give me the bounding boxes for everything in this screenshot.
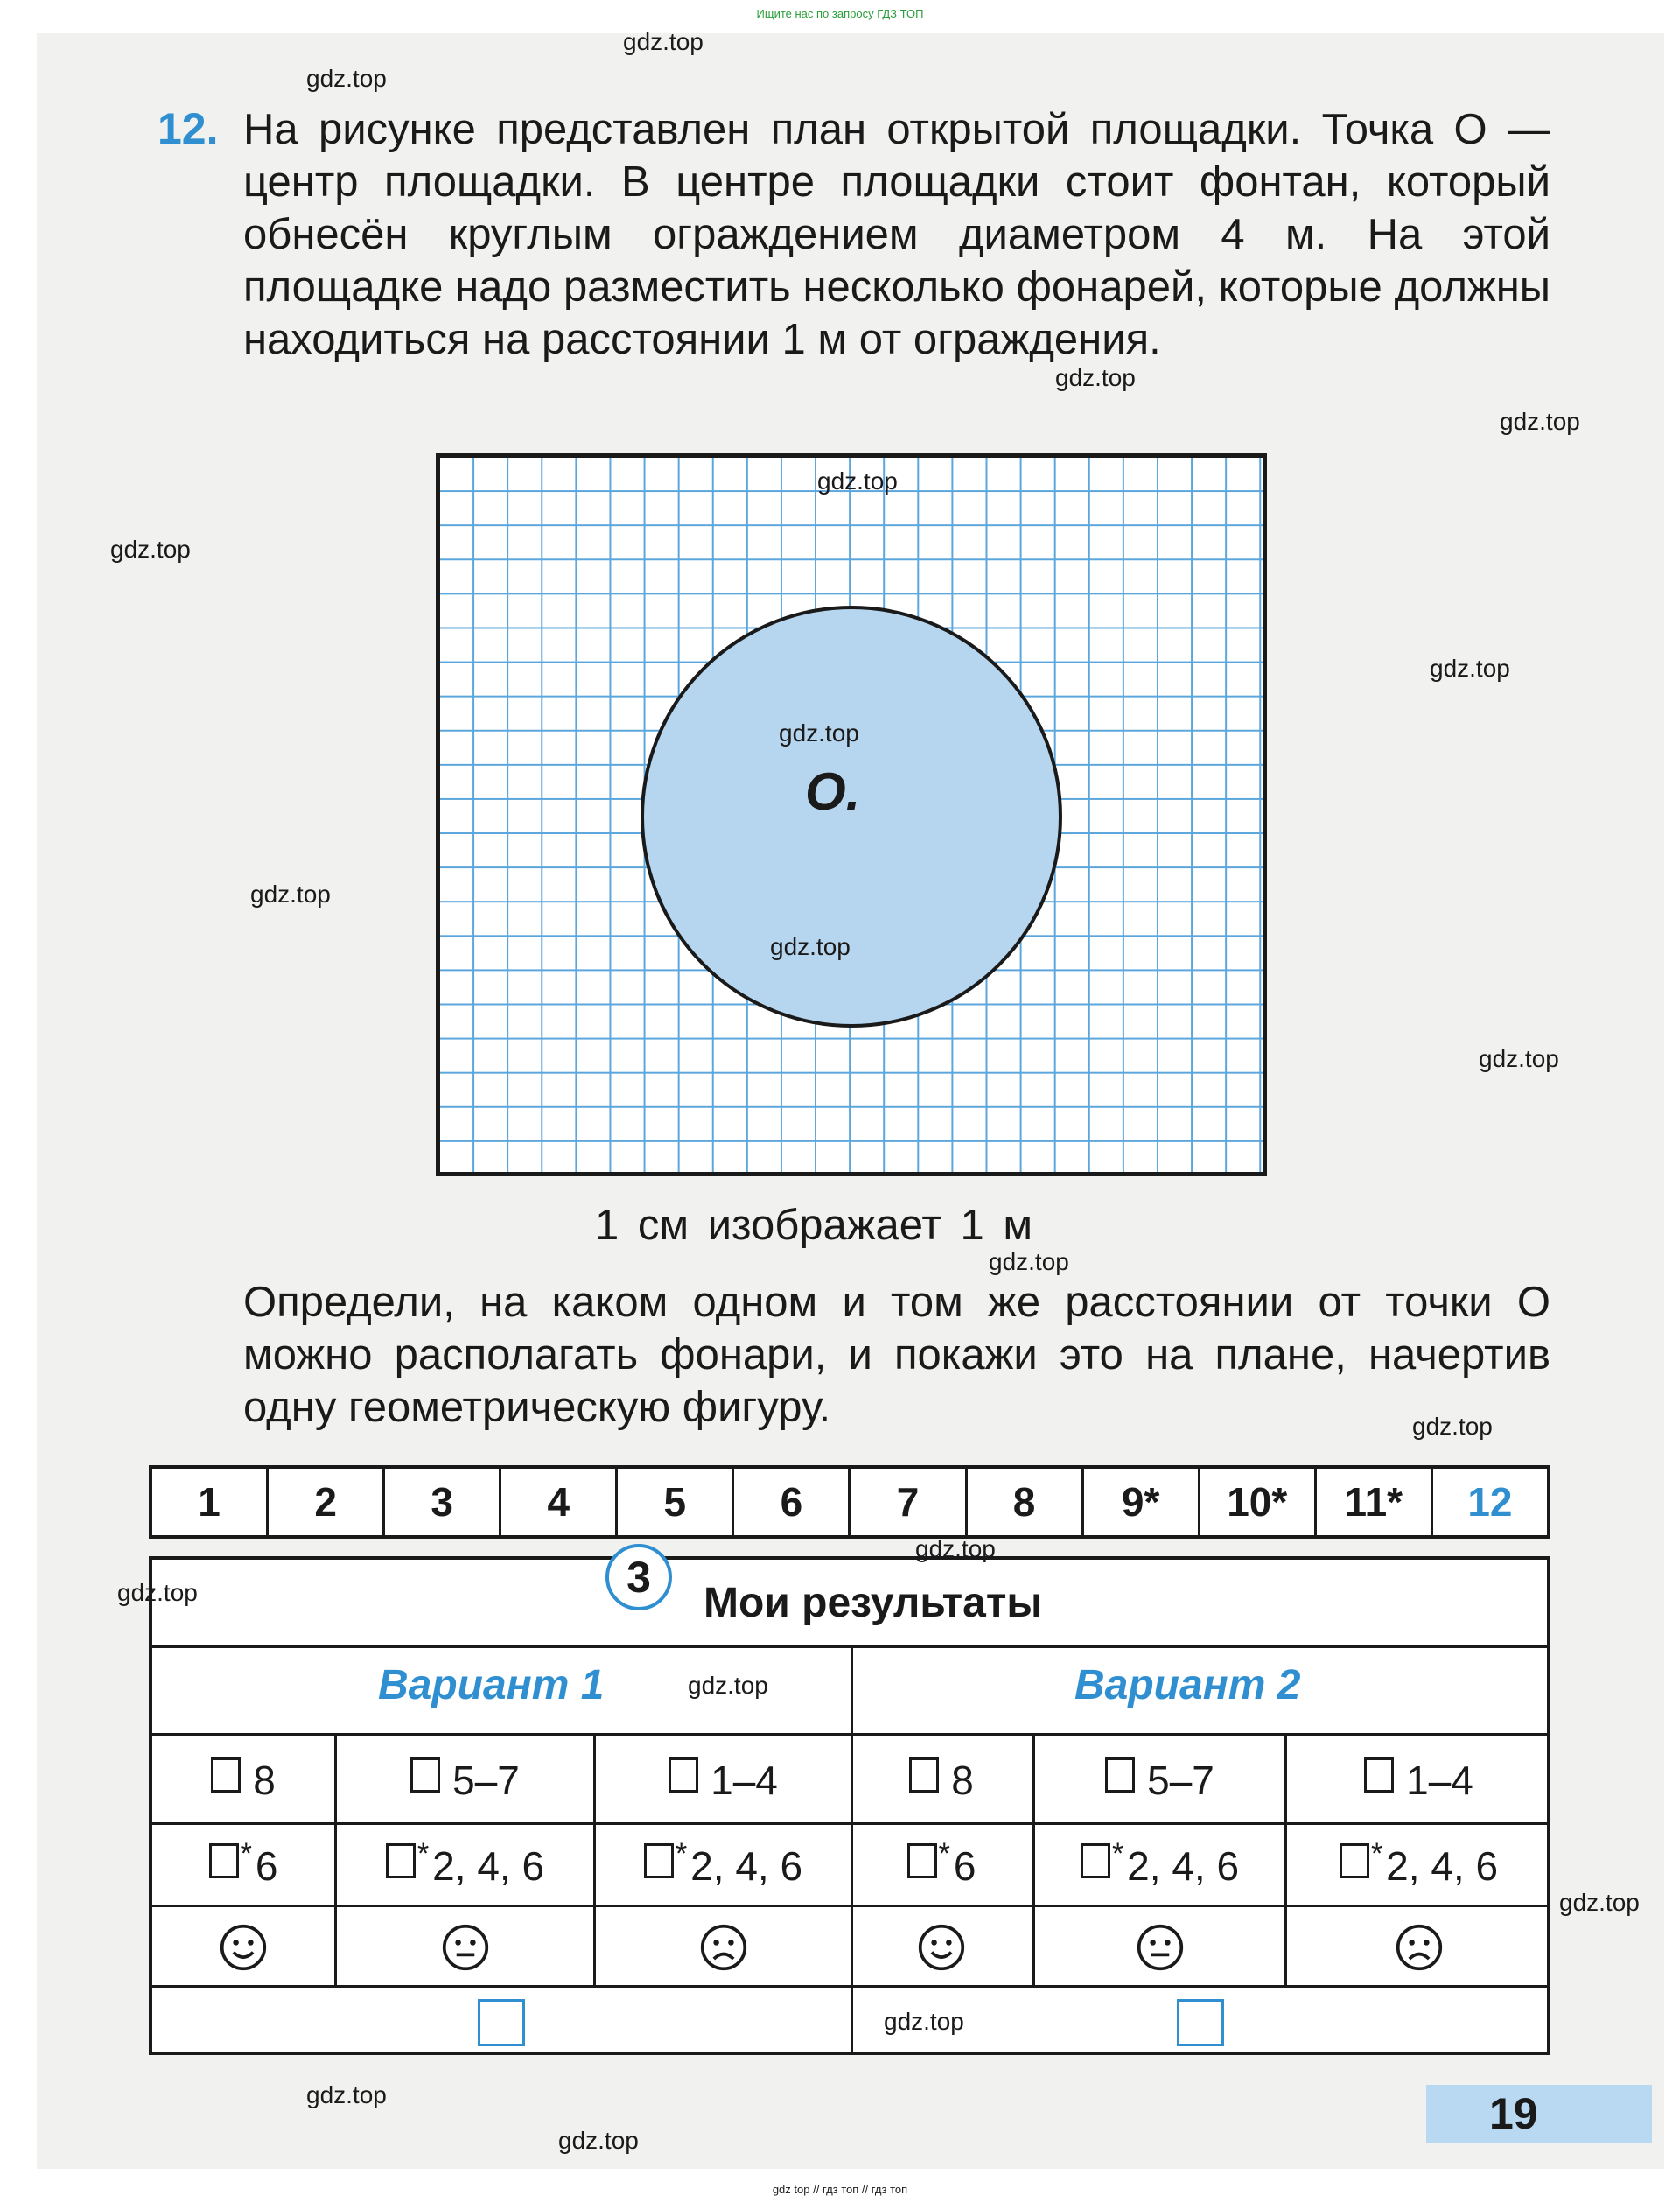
score-row-star	[152, 1822, 1547, 1907]
center-point-label: О.	[805, 762, 861, 821]
watermark: gdz.top	[623, 28, 704, 55]
star-mark: *	[675, 1836, 688, 1870]
checkbox[interactable]	[668, 1757, 698, 1793]
score-cell	[850, 1825, 1032, 1907]
problem-text: На рисунке представлен план открытой площадки. Точка О — центр площадки. В центре площадки стоит фонтан, который обнесён круглым ограждением диаметром 4 м. На этой площадке надо разместить несколько фонарей, которые должны находиться на расстоянии 1 м от ограждения.	[243, 106, 1550, 363]
nav-cell: 3	[385, 1469, 501, 1535]
watermark: gdz.top	[1430, 655, 1510, 682]
score-label: 8	[951, 1757, 974, 1803]
smiley-cell	[334, 1907, 593, 1988]
checkbox[interactable]	[907, 1843, 937, 1878]
nav-cell: 11*	[1317, 1469, 1433, 1535]
variant-1-label: Вариант 1	[378, 1662, 605, 1708]
sad-face-icon[interactable]	[1395, 1923, 1444, 1972]
watermark: gdz.top	[1412, 1413, 1493, 1440]
score-cell	[850, 1736, 1032, 1825]
top-banner: Ищите нас по запросу ГДЗ ТОП	[756, 7, 924, 20]
watermark: gdz.top	[1479, 1045, 1559, 1072]
score-cell	[1284, 1825, 1550, 1907]
nav-cell: 9*	[1084, 1469, 1200, 1535]
checkbox[interactable]	[1364, 1757, 1394, 1793]
score-label: 2, 4, 6	[432, 1843, 545, 1889]
checkbox[interactable]	[211, 1757, 241, 1793]
final-mark-row	[152, 1985, 1547, 2058]
watermark: gdz.top	[250, 880, 331, 908]
star-mark: *	[240, 1836, 252, 1870]
watermark: gdz.top	[306, 2081, 387, 2108]
checkbox[interactable]	[909, 1757, 939, 1793]
score-row	[152, 1733, 1547, 1825]
sad-face-icon[interactable]	[699, 1923, 748, 1972]
watermark: gdz.top	[688, 1672, 768, 1699]
nav-cell: 7	[850, 1469, 967, 1535]
score-cell	[334, 1736, 593, 1825]
score-cell	[1284, 1736, 1550, 1825]
page-number: 19	[1489, 2089, 1538, 2138]
variant-2-label: Вариант 2	[1074, 1662, 1301, 1708]
checkbox[interactable]	[410, 1757, 440, 1793]
watermark: gdz.top	[1500, 408, 1580, 435]
watermark: gdz.top	[884, 2008, 964, 2035]
nav-cell: 8	[968, 1469, 1084, 1535]
watermark: gdz.top	[989, 1248, 1069, 1275]
score-cell	[1032, 1825, 1284, 1907]
watermark: gdz.top	[110, 536, 191, 563]
bottom-banner: gdz top // гдз топ // гдз топ	[772, 2183, 908, 2196]
smiley-cell	[152, 1907, 334, 1988]
checkbox[interactable]	[209, 1843, 239, 1878]
watermark: gdz.top	[117, 1579, 198, 1606]
smiley-cell	[1284, 1907, 1550, 1988]
nav-cell: 4	[501, 1469, 618, 1535]
score-cell	[593, 1825, 850, 1907]
nav-cell: 2	[269, 1469, 385, 1535]
checkbox[interactable]	[1081, 1843, 1110, 1878]
final-mark-cell	[152, 1988, 850, 2058]
results-header	[152, 1553, 1547, 1648]
question-text: Определи, на каком одном и том же расстоянии от точки О можно располагать фонари, и покажи это на плане, начертив одну геометрическую фигуру.	[243, 1279, 1550, 1431]
happy-face-icon[interactable]	[917, 1923, 966, 1972]
watermark: gdz.top	[558, 2127, 639, 2154]
score-label: 6	[953, 1843, 976, 1889]
star-mark: *	[416, 1836, 430, 1870]
score-label: 6	[255, 1843, 278, 1889]
smiley-cell	[1032, 1907, 1284, 1988]
checkbox[interactable]	[386, 1843, 416, 1878]
watermark: gdz.top	[306, 65, 387, 92]
problem-number: 12.	[158, 104, 219, 153]
score-label: 5–7	[1147, 1757, 1214, 1803]
neutral-face-icon[interactable]	[1136, 1923, 1185, 1972]
results-table	[149, 1553, 1550, 2055]
score-cell	[1032, 1736, 1284, 1825]
smiley-row	[152, 1905, 1547, 1988]
watermark: gdz.top	[817, 467, 898, 495]
score-cell	[152, 1736, 334, 1825]
task-nav-strip	[149, 1465, 1550, 1539]
score-label: 2, 4, 6	[1127, 1843, 1240, 1889]
score-label: 5–7	[452, 1757, 520, 1803]
score-cell	[593, 1736, 850, 1825]
results-badge: 3	[606, 1544, 672, 1610]
nav-cell: 5	[618, 1469, 734, 1535]
score-cell	[334, 1825, 593, 1907]
score-label: 1–4	[1406, 1757, 1474, 1803]
happy-face-icon[interactable]	[219, 1923, 268, 1972]
nav-cell: 1	[152, 1469, 269, 1535]
page-number-bar	[1426, 2085, 1652, 2143]
scale-caption: 1 см изображает 1 м	[595, 1202, 1033, 1249]
star-mark: *	[938, 1836, 950, 1870]
results-title: Мои результаты	[704, 1580, 1043, 1626]
checkbox[interactable]	[644, 1843, 674, 1878]
score-label: 2, 4, 6	[1386, 1843, 1499, 1889]
checkbox[interactable]	[1340, 1843, 1369, 1878]
smiley-cell	[593, 1907, 850, 1988]
watermark: gdz.top	[770, 933, 850, 960]
watermark: gdz.top	[1559, 1889, 1640, 1916]
smiley-cell	[850, 1907, 1032, 1988]
score-label: 1–4	[710, 1757, 778, 1803]
watermark: gdz.top	[779, 719, 859, 747]
watermark: gdz.top	[1055, 364, 1136, 391]
nav-cell-current: 12	[1467, 1479, 1513, 1525]
nav-cell: 10*	[1200, 1469, 1317, 1535]
checkbox[interactable]	[1105, 1757, 1135, 1793]
score-label: 8	[253, 1757, 276, 1803]
neutral-face-icon[interactable]	[441, 1923, 490, 1972]
final-mark-box[interactable]	[1177, 1999, 1224, 2046]
star-mark: *	[1370, 1836, 1383, 1870]
score-cell	[152, 1825, 334, 1907]
final-mark-box[interactable]	[478, 1999, 525, 2046]
watermark: gdz.top	[915, 1535, 996, 1562]
nav-cell: 6	[734, 1469, 850, 1535]
score-label: 2, 4, 6	[690, 1843, 803, 1889]
star-mark: *	[1111, 1836, 1124, 1870]
